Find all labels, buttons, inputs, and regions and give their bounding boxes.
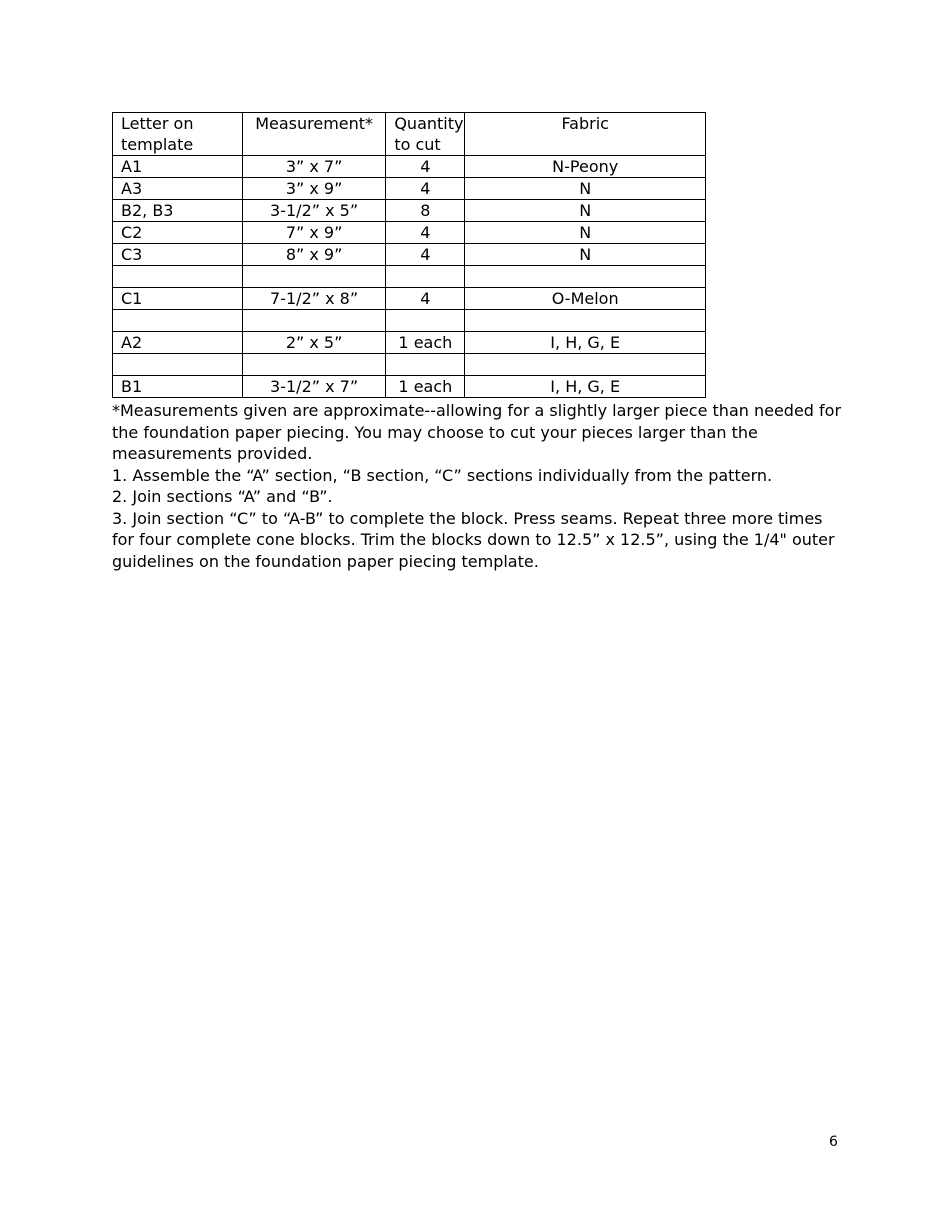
table-row — [113, 178, 706, 200]
cell-quantity — [386, 310, 465, 332]
cell-letter — [113, 266, 243, 288]
cell-measurement — [242, 354, 385, 376]
cell-fabric: N-Peony — [465, 156, 706, 178]
cell-quantity: 4 — [386, 288, 465, 310]
cell-fabric: I, H, G, E — [465, 332, 706, 354]
cell-fabric — [465, 266, 706, 288]
cell-letter: B1 — [113, 376, 243, 398]
header-letter-on-template: Letter on template — [113, 113, 243, 156]
cell-quantity: 4 — [386, 178, 465, 200]
cell-measurement — [242, 266, 385, 288]
table-row-empty — [113, 310, 706, 332]
cell-letter: C1 — [113, 288, 243, 310]
cell-quantity: 8 — [386, 200, 465, 222]
cutting-table — [112, 112, 706, 398]
table-row — [113, 156, 706, 178]
cell-fabric: N — [465, 178, 706, 200]
cell-fabric — [465, 310, 706, 332]
header-quantity-to-cut: Quantity to cut — [386, 113, 465, 156]
table-header-row — [113, 113, 706, 156]
cell-fabric: N — [465, 222, 706, 244]
cell-letter: A3 — [113, 178, 243, 200]
step-3: 3. Join section “C” to “A-B” to complete the block. Press seams. Repeat three more times for four complete cone blocks. Trim the blocks down to 12.5” x 12.5”, using the 1/4" outer guidelines on the foundation paper piecing template. — [112, 508, 835, 571]
cell-letter — [113, 310, 243, 332]
cell-letter: C2 — [113, 222, 243, 244]
cell-measurement: 2” x 5” — [242, 332, 385, 354]
cell-letter: A1 — [113, 156, 243, 178]
cell-measurement — [242, 310, 385, 332]
cell-measurement: 7-1/2” x 8” — [242, 288, 385, 310]
table-row — [113, 376, 706, 398]
cell-measurement: 8” x 9” — [242, 244, 385, 266]
cell-quantity: 4 — [386, 222, 465, 244]
cell-quantity: 1 each — [386, 376, 465, 398]
cell-fabric: I, H, G, E — [465, 376, 706, 398]
measurement-footnote: *Measurements given are approximate--allowing for a slightly larger piece than needed for the foundation paper piecing. You may choose to cut your pieces larger than the measurements provided. — [112, 401, 842, 463]
cell-fabric: O-Melon — [465, 288, 706, 310]
table-row — [113, 200, 706, 222]
cell-letter — [113, 354, 243, 376]
cell-quantity — [386, 354, 465, 376]
header-measurement: Measurement* — [242, 113, 385, 156]
table-row — [113, 288, 706, 310]
cell-measurement: 3” x 9” — [242, 178, 385, 200]
table-row-empty — [113, 266, 706, 288]
cell-quantity: 4 — [386, 244, 465, 266]
cell-letter: A2 — [113, 332, 243, 354]
table-row — [113, 244, 706, 266]
page-number: 6 — [829, 1134, 838, 1150]
table-row-empty — [113, 354, 706, 376]
cell-measurement: 3-1/2” x 5” — [242, 200, 385, 222]
step-2: 2. Join sections “A” and “B”. — [112, 487, 333, 506]
cell-quantity: 4 — [386, 156, 465, 178]
cell-letter: C3 — [113, 244, 243, 266]
cell-measurement: 3-1/2” x 7” — [242, 376, 385, 398]
step-1: 1. Assemble the “A” section, “B section, “C” sections individually from the pattern. — [112, 465, 773, 485]
cell-fabric — [465, 354, 706, 376]
table-row — [113, 332, 706, 354]
cell-fabric: N — [465, 244, 706, 266]
table-row — [113, 222, 706, 244]
cell-quantity — [386, 266, 465, 288]
cell-measurement: 7” x 9” — [242, 222, 385, 244]
cell-measurement: 3” x 7” — [242, 156, 385, 178]
cell-letter: B2, B3 — [113, 200, 243, 222]
instructions — [112, 400, 842, 572]
cell-fabric: N — [465, 200, 706, 222]
cell-quantity: 1 each — [386, 332, 465, 354]
header-fabric: Fabric — [465, 113, 706, 156]
